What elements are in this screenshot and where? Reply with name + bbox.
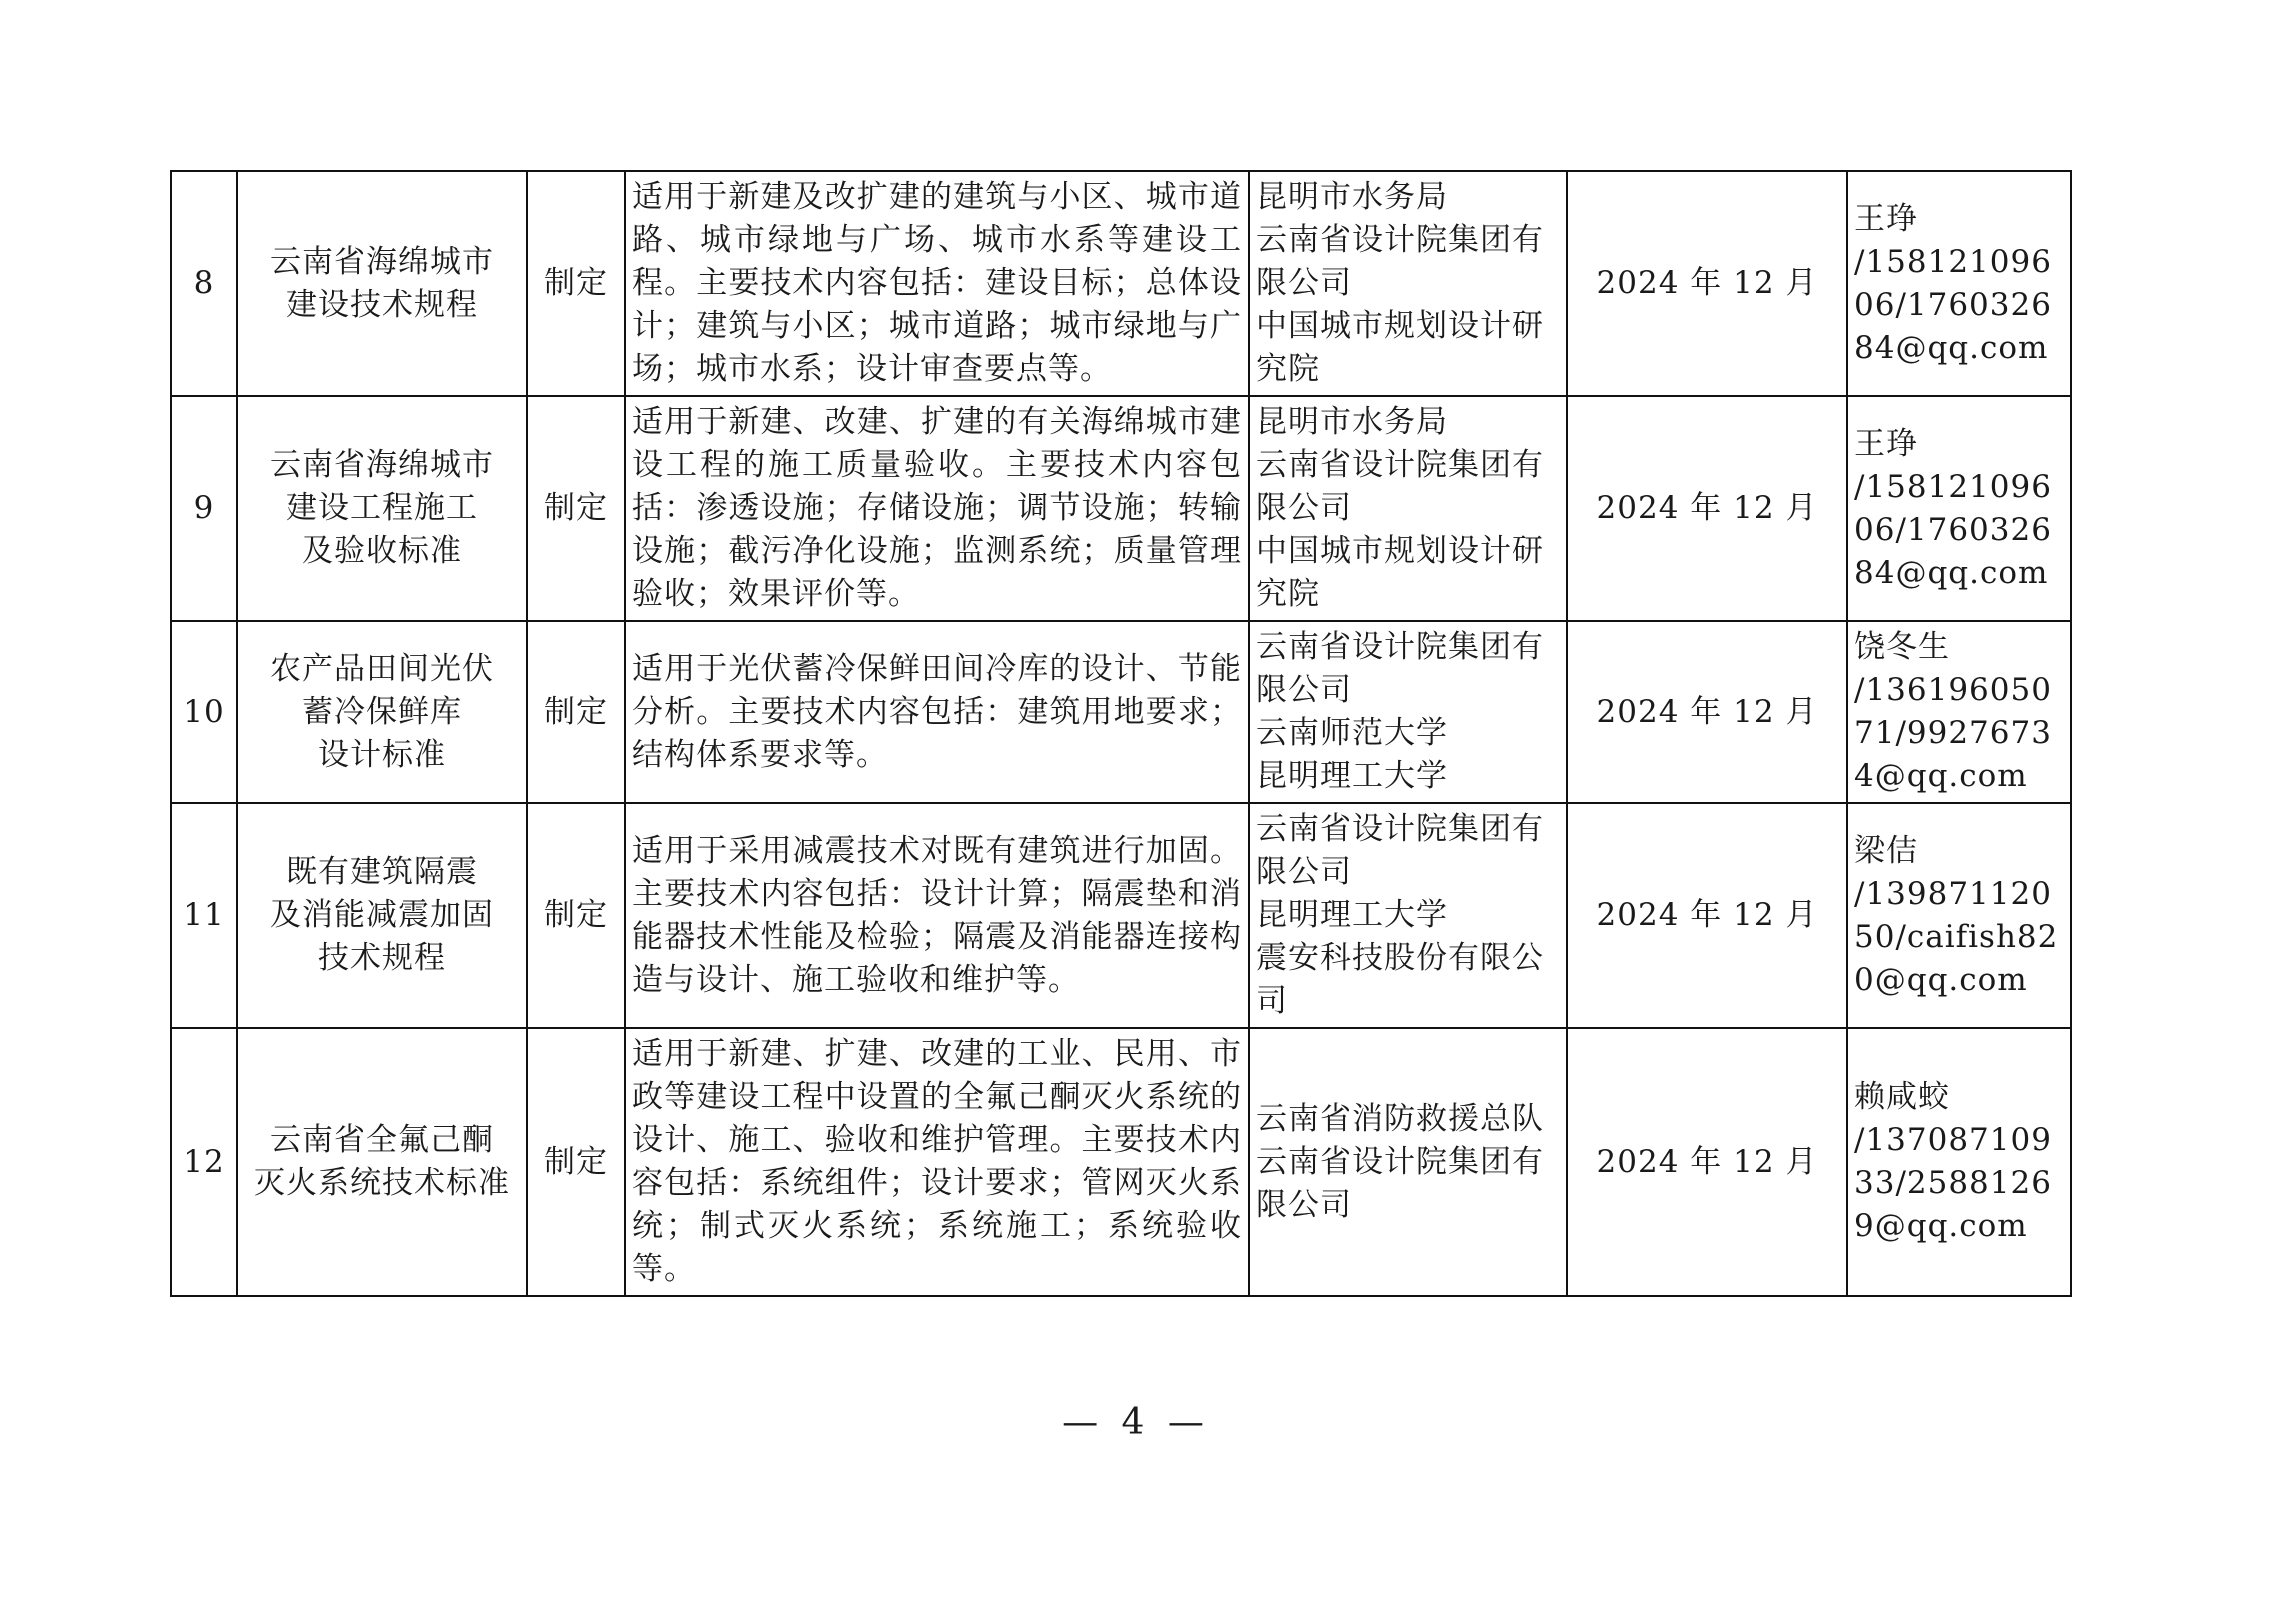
organizing-unit: 昆明市水务局 [1256, 179, 1448, 215]
table-body [171, 171, 2071, 1296]
organizing-unit: 中国城市规划设计研究院 [1256, 533, 1544, 612]
row-number: 11 [183, 897, 225, 933]
completion-date-cell [1567, 803, 1847, 1028]
standard-name-line: 建设工程施工 [286, 490, 478, 526]
organizing-unit: 云南省设计院集团有限公司 [1256, 447, 1544, 526]
scope-content-cell [625, 621, 1249, 803]
organizing-units-cell [1249, 396, 1567, 621]
table-row [171, 1028, 2071, 1296]
page-number: — 4 — [1062, 1402, 1210, 1443]
organizing-unit: 云南师范大学 [1256, 715, 1448, 751]
work-type: 制定 [544, 897, 608, 933]
organizing-units-cell [1249, 803, 1567, 1028]
work-type-cell [527, 621, 625, 803]
organizing-unit: 中国城市规划设计研究院 [1256, 308, 1544, 387]
table-row [171, 171, 2071, 396]
contact-name: 王琤 [1854, 425, 1918, 462]
scope-content-cell [625, 396, 1249, 621]
standard-name-line: 建设技术规程 [286, 286, 478, 323]
scope-content: 适用于采用减震技术对既有建筑进行加固。主要技术内容包括：设计计算；隔震垫和消能器技术性能及检验；隔震及消能器连接构造与设计、施工验收和维护等。 [632, 832, 1242, 998]
work-type-cell [527, 396, 625, 621]
organizing-unit: 云南省消防救援总队 [1256, 1100, 1544, 1137]
standard-name-line: 既有建筑隔震 [286, 854, 478, 890]
work-type-cell [527, 171, 625, 396]
contact-info: /15812109606/176032684@qq.com [1854, 243, 2052, 366]
contact-info: /15812109606/176032684@qq.com [1854, 468, 2052, 591]
contact-info: /13708710933/25881269@qq.com [1854, 1122, 2052, 1244]
standard-name-line: 技术规程 [318, 940, 446, 976]
standard-name-line: 农产品田间光伏 [270, 650, 494, 687]
standard-name-line: 云南省全氟己酮 [270, 1122, 494, 1158]
work-type-cell [527, 803, 625, 1028]
scope-content: 适用于新建、改建、扩建的有关海绵城市建设工程的施工质量验收。主要技术内容包括：渗透设施；存储设施；调节设施；转输设施；截污净化设施；监测系统；质量管理验收；效果评价等。 [632, 404, 1242, 612]
scope-content-cell [625, 803, 1249, 1028]
contact-name: 饶冬生 [1854, 629, 1950, 665]
scope-content-cell [625, 171, 1249, 396]
contact-name: 王琤 [1854, 200, 1918, 237]
work-type: 制定 [544, 490, 608, 526]
completion-date-cell [1567, 1028, 1847, 1296]
standards-table [170, 170, 2072, 1297]
completion-date-cell [1567, 396, 1847, 621]
contact-cell [1847, 1028, 2071, 1296]
scope-content: 适用于新建及改扩建的建筑与小区、城市道路、城市绿地与广场、城市水系等建设工程。主要技术内容包括：建设目标；总体设计；建筑与小区；城市道路；城市绿地与广场；城市水系；设计审查要点等。 [632, 179, 1242, 387]
row-number-cell [171, 803, 237, 1028]
organizing-unit: 云南省设计院集团有限公司 [1256, 1143, 1544, 1223]
contact-cell [1847, 396, 2071, 621]
standard-name-line: 及消能减震加固 [270, 897, 494, 933]
completion-date-cell [1567, 171, 1847, 396]
standard-name-line: 灭火系统技术标准 [254, 1165, 510, 1201]
row-number-cell [171, 1028, 237, 1296]
contact-name: 赖咸蛟 [1854, 1079, 1950, 1115]
work-type: 制定 [544, 693, 608, 730]
organizing-units-cell [1249, 1028, 1567, 1296]
work-type-cell [527, 1028, 625, 1296]
completion-date: 2024 年 12 月 [1596, 693, 1818, 730]
organizing-unit: 云南省设计院集团有限公司 [1256, 629, 1544, 708]
completion-date: 2024 年 12 月 [1596, 490, 1818, 526]
row-number: 8 [193, 265, 215, 301]
organizing-unit: 昆明理工大学 [1256, 897, 1448, 933]
standard-name-cell [237, 803, 527, 1028]
row-number: 10 [183, 693, 225, 730]
organizing-unit: 震安科技股份有限公司 [1256, 940, 1544, 1019]
organizing-units-cell [1249, 171, 1567, 396]
scope-content: 适用于光伏蓄冷保鲜田间冷库的设计、节能分析。主要技术内容包括：建筑用地要求；结构体系要求等。 [632, 650, 1242, 773]
standard-name-line: 蓄冷保鲜库 [302, 693, 462, 730]
standard-name-line: 设计标准 [318, 736, 446, 773]
organizing-unit: 云南省设计院集团有限公司 [1256, 811, 1544, 890]
row-number-cell [171, 396, 237, 621]
row-number-cell [171, 621, 237, 803]
standard-name-cell [237, 621, 527, 803]
standard-name-cell [237, 1028, 527, 1296]
standard-name-line: 及验收标准 [302, 533, 462, 569]
organizing-unit: 昆明理工大学 [1256, 758, 1448, 794]
scope-content-cell [625, 1028, 1249, 1296]
completion-date: 2024 年 12 月 [1596, 265, 1818, 301]
work-type: 制定 [544, 265, 608, 301]
table-row [171, 803, 2071, 1028]
standard-name-line: 云南省海绵城市 [270, 243, 494, 280]
work-type: 制定 [544, 1143, 608, 1180]
contact-cell [1847, 803, 2071, 1028]
standard-name-cell [237, 171, 527, 396]
organizing-unit: 昆明市水务局 [1256, 404, 1448, 440]
table-row [171, 621, 2071, 803]
organizing-units-cell [1249, 621, 1567, 803]
completion-date-cell [1567, 621, 1847, 803]
contact-cell [1847, 621, 2071, 803]
scope-content: 适用于新建、扩建、改建的工业、民用、市政等建设工程中设置的全氟己酮灭火系统的设计、施工、验收和维护管理。主要技术内容包括：系统组件；设计要求；管网灭火系统；制式灭火系统；系统施工；系统验收等。 [632, 1036, 1242, 1287]
row-number: 12 [183, 1143, 225, 1180]
contact-info: /13987112050/caifish820@qq.com [1854, 875, 2059, 998]
standard-name-line: 云南省海绵城市 [270, 447, 494, 483]
row-number: 9 [193, 490, 215, 526]
standard-name-cell [237, 396, 527, 621]
organizing-unit: 云南省设计院集团有限公司 [1256, 222, 1544, 301]
contact-cell [1847, 171, 2071, 396]
completion-date: 2024 年 12 月 [1596, 897, 1818, 933]
row-number-cell [171, 171, 237, 396]
table-row [171, 396, 2071, 621]
contact-info: /13619605071/99276734@qq.com [1854, 672, 2052, 794]
completion-date: 2024 年 12 月 [1596, 1143, 1818, 1180]
contact-name: 梁佶 [1854, 832, 1918, 869]
